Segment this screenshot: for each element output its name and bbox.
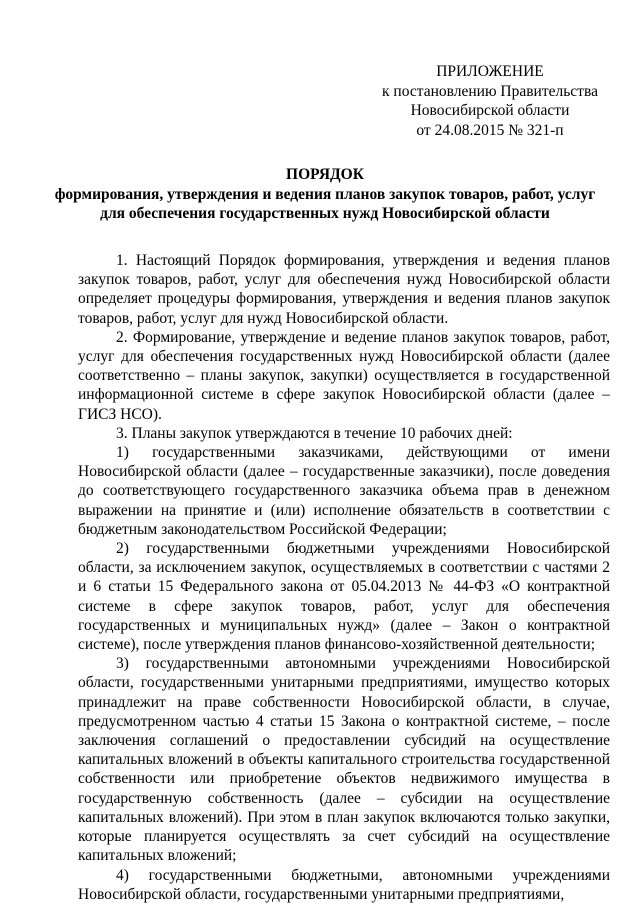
paragraph-1: 1. Настоящий Порядок формирования, утверждения и ведения планов закупок товаров, работ, услуг для обеспечения нужд Новосибирской области определяет процедуры формирования, утверждения и ведения планов закупок товаров, работ, услуг для нужд Новосибирской области. <box>78 252 610 327</box>
paragraph-3: 3. Планы закупок утверждаются в течение 10 рабочих дней: <box>116 424 513 442</box>
document-body <box>78 251 610 904</box>
title-line-1: формирования, утверждения и ведения планов закупок товаров, работ, услуг <box>54 185 596 203</box>
appendix-reference: к постановлению Правительства <box>382 82 598 100</box>
subitem-1: 1) государственными заказчиками, действующими от имени Новосибирской области (далее – государственные заказчики), после доведения до соответствующего государственного заказчика объема прав в денежном выражении на принятие и (или) исполнение обязательств в соответствии с бюджетным законодательством Российской Федерации; <box>78 444 610 538</box>
title-line-2: для обеспечения государственных нужд Новосибирской области <box>100 205 550 222</box>
document-title <box>40 165 610 224</box>
subitem-3: 3) государственными автономными учреждениями Новосибирской области, государственными унитарными предприятиями, имущество которых принадлежит на праве собственности Новосибирской области, в случае, предусмотренном частью 4 статьи 15 Закона о контрактной системе, – после заключения соглашений о предоставлении субсидий на осуществление капитальных вложений в объекты капитального строительства государственной собственности или приобретение объектов недвижимого имущества в государственную собственность (далее – субсидии на осуществление капитальных вложений). При этом в план закупок включаются только закупки, которые планируется осуществлять за счет субсидий на осуществление капитальных вложений; <box>78 655 610 865</box>
subitem-2: 2) государственными бюджетными учреждениями Новосибирской области, за исключением закупок, осуществляемых в соответствии с частями 2 и 6 статьи 15 Федерального закона от 05.04.2013 № 44-ФЗ «О контрактной системе в сфере закупок товаров, работ, услуг для обеспечения государственных и муниципальных нужд» (далее – Закон о контрактной системе), после утверждения планов финансово-хозяйственной деятельности; <box>78 540 610 654</box>
appendix-date-number: от 24.08.2015 № 321-п <box>416 121 564 139</box>
subitem-4: 4) государственными бюджетными, автономными учреждениями Новосибирской области, государственными унитарными предприятиями, <box>78 866 610 903</box>
paragraph-2: 2. Формирование, утверждение и ведение планов закупок товаров, работ, услуг для обеспечения государственных нужд Новосибирской области (далее соответственно – планы закупок, закупки) осуществляется в государственной информационной системе в сфере закупок Новосибирской области (далее – ГИСЗ НСО). <box>78 328 610 423</box>
appendix-block <box>380 62 600 140</box>
appendix-label: ПРИЛОЖЕНИЕ <box>436 63 544 80</box>
title-heading: ПОРЯДОК <box>286 166 364 183</box>
appendix-region: Новосибирской области <box>410 102 570 119</box>
